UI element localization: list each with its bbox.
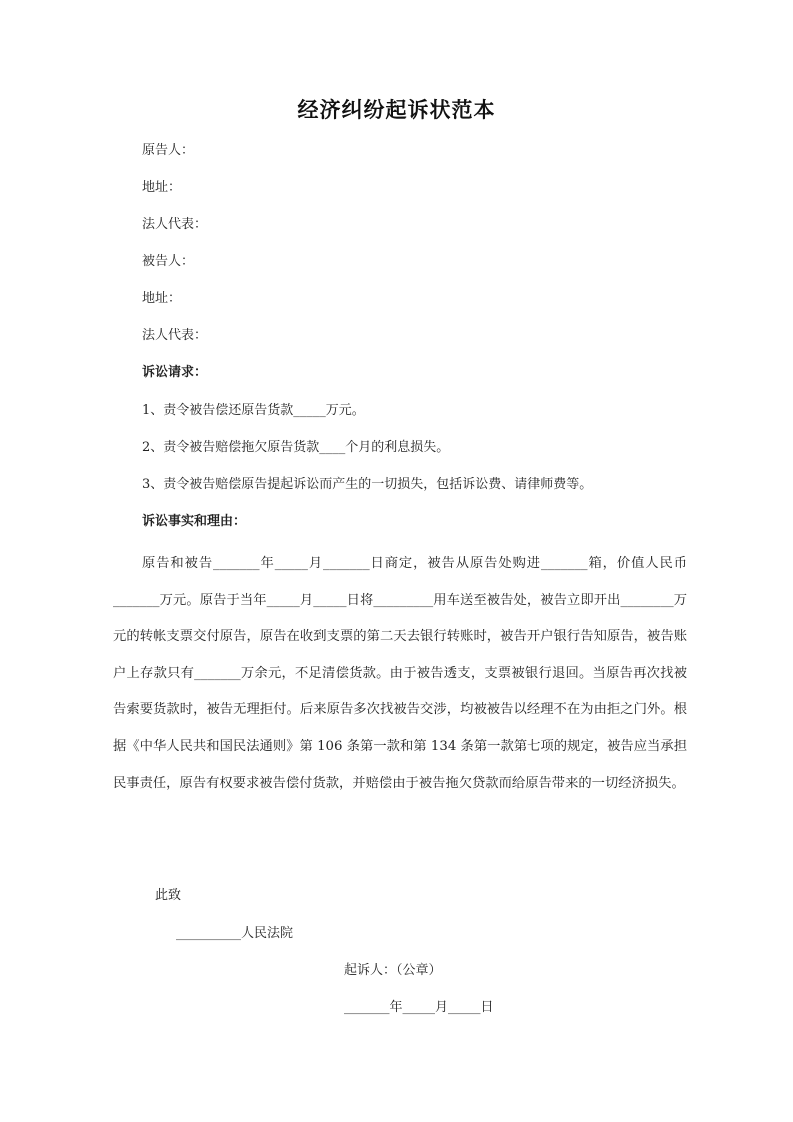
court-name: __________人民法院 (176, 926, 294, 941)
signature-date: _______年_____月_____日 (344, 1000, 494, 1015)
claim-item: 3、责令被告赔偿原告提起诉讼而产生的一切损失，包括诉讼费、请律师费等。 (142, 477, 593, 492)
plaintiff-signature: 起诉人：（公章） (344, 963, 442, 978)
defendant-legal-rep-label: 法人代表： (142, 328, 208, 343)
page-title: 经济纠纷起诉状范本 (297, 98, 496, 122)
claim-item: 1、责令被告偿还原告货款_____万元。 (142, 403, 365, 418)
salutation: 此致 (155, 888, 182, 903)
plaintiff-legal-rep-label: 法人代表： (142, 217, 208, 232)
defendant-address-label: 地址： (142, 291, 182, 306)
plaintiff-address-label: 地址： (142, 180, 182, 195)
facts-paragraph: 原告和被告_______年_____月_______日商定，被告从原告处购进_______箱，价值人民币_______万元。原告于当年_____月_____日将_________用车送至被告处，被告立即开出________万元的转帐支票交付原告，原告在收到支票的第二天去银行转账时，被告开户银行告知原告，被告账户上存款只有_______万余元，不足清偿货款。由于被告透支，支票被银行退回。当原告再次找被告索要货款时，被告无理拒付。后来原告多次找被告交涉，均被被告以经理不在为由拒之门外。根据《中华人民共和国民法通则》第 106 条第一款和第 134 条第一款第七项的规定，被告应当承担民事责任，原告有权要求被告偿付货款，并赔偿由于被告拖欠贷款而给原告带来的一切经济损失。 (113, 556, 687, 791)
defendant-label: 被告人： (142, 254, 195, 269)
facts-heading: 诉讼事实和理由： (142, 514, 247, 529)
claim-item: 2、责令被告赔偿拖欠原告货款____个月的利息损失。 (142, 440, 450, 455)
plaintiff-label: 原告人： (142, 143, 195, 158)
claims-heading: 诉讼请求： (142, 365, 208, 380)
